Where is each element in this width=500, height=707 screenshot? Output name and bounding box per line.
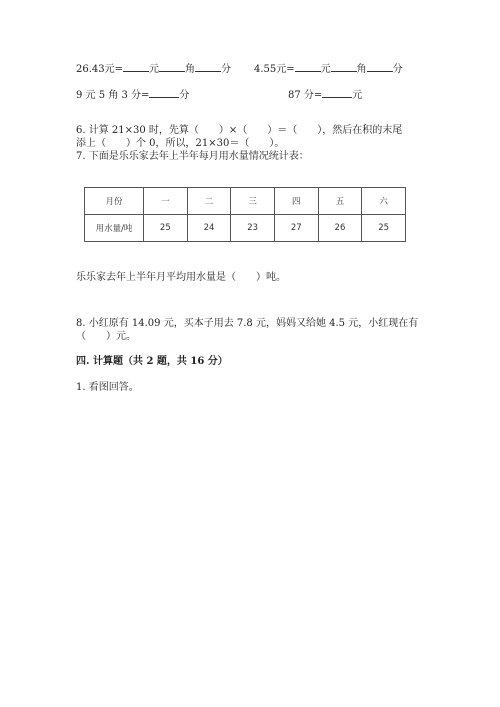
answer-blank[interactable] [149, 88, 179, 98]
answer-blank[interactable] [331, 62, 357, 72]
section-heading: 四. 计算题（共 2 题，共 16 分） [76, 356, 228, 367]
q5-b-value: 4.55 [254, 64, 277, 75]
answer-blank[interactable] [322, 88, 352, 98]
table-row [85, 215, 406, 242]
section-item: 1. 看图回答。 [76, 382, 139, 393]
answer-blank[interactable] [123, 62, 149, 72]
q6-line2: 添上（ ）个 0，所以，21×30＝（ ）。 [76, 138, 285, 149]
q5-d-text: 87 分= [288, 90, 323, 101]
q5-b-unit4: 分 [392, 64, 403, 75]
water-usage-table [84, 187, 406, 242]
q5-a-value: 26.43 [76, 64, 105, 75]
q8-line1: 8. 小红原有 14.09 元，买本子用去 7.8 元，妈妈又给她 4.5 元，小红现在有 [76, 318, 419, 329]
q5-b-unit2: 元 [320, 64, 331, 75]
table-value-cell: 26 [318, 215, 362, 242]
q8-line2: （ ）元。 [76, 331, 136, 342]
table-month-cell: 六 [362, 188, 406, 215]
q5-a-unit1: 元= [104, 64, 124, 75]
table-month-cell: 五 [318, 188, 362, 215]
q5-a-unit4: 分 [221, 64, 232, 75]
table-value-cell: 25 [144, 215, 188, 242]
q5-c-text: 9 元 5 角 3 分= [76, 90, 150, 101]
answer-blank[interactable] [367, 62, 393, 72]
answer-blank[interactable] [159, 62, 185, 72]
q5-row-a [76, 62, 231, 76]
q5-c-unit: 分 [179, 90, 190, 101]
table-header-row [85, 188, 406, 215]
table-header-label: 月份 [85, 188, 144, 215]
table-value-cell: 24 [187, 215, 231, 242]
q5-row-c [76, 88, 189, 102]
table-row-label: 用水量/吨 [85, 215, 144, 242]
q7-intro: 7. 下面是乐乐家去年上半年每月用水量情况统计表： [76, 151, 309, 162]
q6-line1: 6. 计算 21×30 时，先算（ ）×（ ）＝（ ），然后在积的末尾 [76, 125, 403, 136]
q7-question: 乐乐家去年上半年月平均用水量是（ ）吨。 [76, 272, 286, 283]
q5-b-unit1: 元= [276, 64, 295, 75]
q5-row-b [254, 62, 403, 76]
table-value-cell: 27 [274, 215, 318, 242]
table-month-cell: 四 [274, 188, 318, 215]
table-value-cell: 25 [362, 215, 406, 242]
q5-a-unit2: 元 [149, 64, 160, 75]
table-month-cell: 三 [231, 188, 275, 215]
q5-d-unit: 元 [352, 90, 363, 101]
table-month-cell: 一 [144, 188, 188, 215]
table-month-cell: 二 [187, 188, 231, 215]
q5-row-d [288, 88, 362, 102]
answer-blank[interactable] [295, 62, 321, 72]
q5-a-unit3: 角 [185, 64, 196, 75]
answer-blank[interactable] [195, 62, 221, 72]
table-value-cell: 23 [231, 215, 275, 242]
q5-b-unit3: 角 [356, 64, 367, 75]
